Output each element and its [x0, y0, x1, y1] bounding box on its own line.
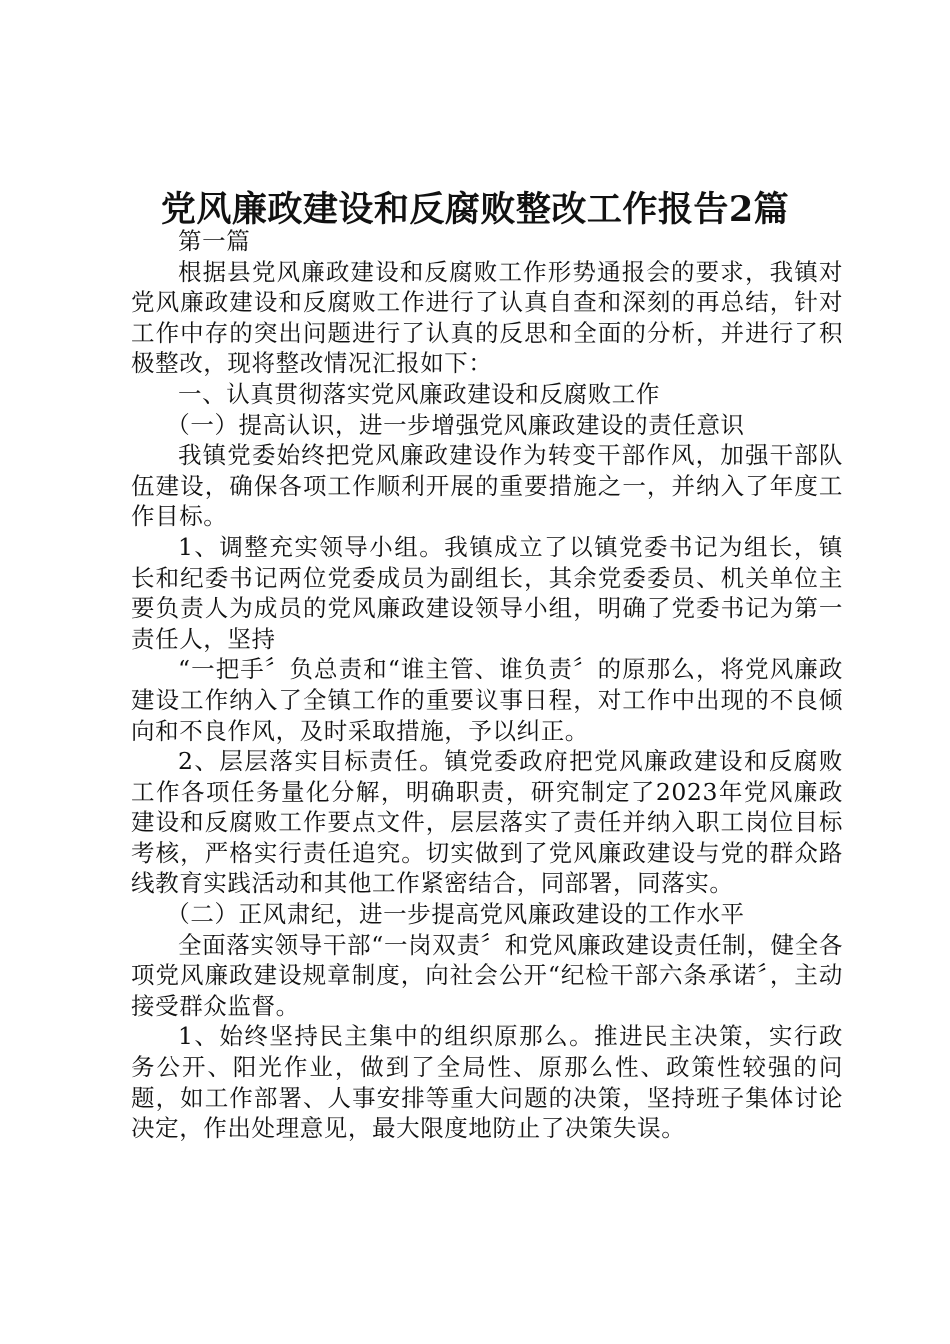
paragraph: 2、层层落实目标责任。镇党委政府把党风廉政建设和反腐败工作各项任务量化分解，明确职责，研究制定了2023年党风廉政建设和反腐败工作要点文件，层层落实了责任并纳入职工岗位目标考核，严格实行责任追究。切实做到了党风廉政建设与党的群众路线教育实践活动和其他工作紧密结合，同部署，同落实。: [131, 747, 843, 898]
sub-heading: （二）正风肃纪，进一步提高党风廉政建设的工作水平: [166, 900, 745, 929]
paragraph: 我镇党委始终把党风廉政建设作为转变干部作风，加强干部队伍建设，确保各项工作顺利开展的重要措施之一，并纳入了年度工作目标。: [131, 441, 843, 531]
paragraph: 1、调整充实领导小组。我镇成立了以镇党委书记为组长，镇长和纪委书记两位党委成员为副组长，其余党委委员、机关单位主要负责人为成员的党风廉政建设领导小组，明确了党委书记为第一责任人，坚持: [131, 532, 843, 653]
section-label: 第一篇: [178, 227, 251, 255]
paragraph: 全面落实领导干部“一岗双责〞和党风廉政建设责任制，健全各项党风廉政建设规章制度，向社会公开“纪检干部六条承诺〞，主动接受群众监督。: [131, 930, 843, 1020]
paragraph: “一把手〞负总责和“谁主管、谁负责〞的原那么，将党风廉政建设工作纳入了全镇工作的重要议事日程，对工作中出现的不良倾向和不良作风，及时采取措施，予以纠正。: [131, 655, 843, 745]
paragraph: 根据县党风廉政建设和反腐败工作形势通报会的要求，我镇对党风廉政建设和反腐败工作进行了认真自查和深刻的再总结，针对工作中存的突出问题进行了认真的反思和全面的分析，并进行了积极整改，现将整改情况汇报如下：: [131, 257, 843, 378]
document-body: [131, 226, 843, 1144]
document-title: 党风廉政建设和反腐败整改工作报告2篇: [160, 189, 790, 230]
sub-heading: （一）提高认识，进一步增强党风廉政建设的责任意识: [166, 410, 745, 439]
paragraph: 1、始终坚持民主集中的组织原那么。推进民主决策，实行政务公开、阳光作业，做到了全局性、原那么性、政策性较强的问题，如工作部署、人事安排等重大问题的决策，坚持班子集体讨论决定，作出处理意见，最大限度地防止了决策失误。: [131, 1022, 843, 1143]
section-heading: 一、认真贯彻落实党风廉政建设和反腐败工作: [178, 379, 660, 408]
